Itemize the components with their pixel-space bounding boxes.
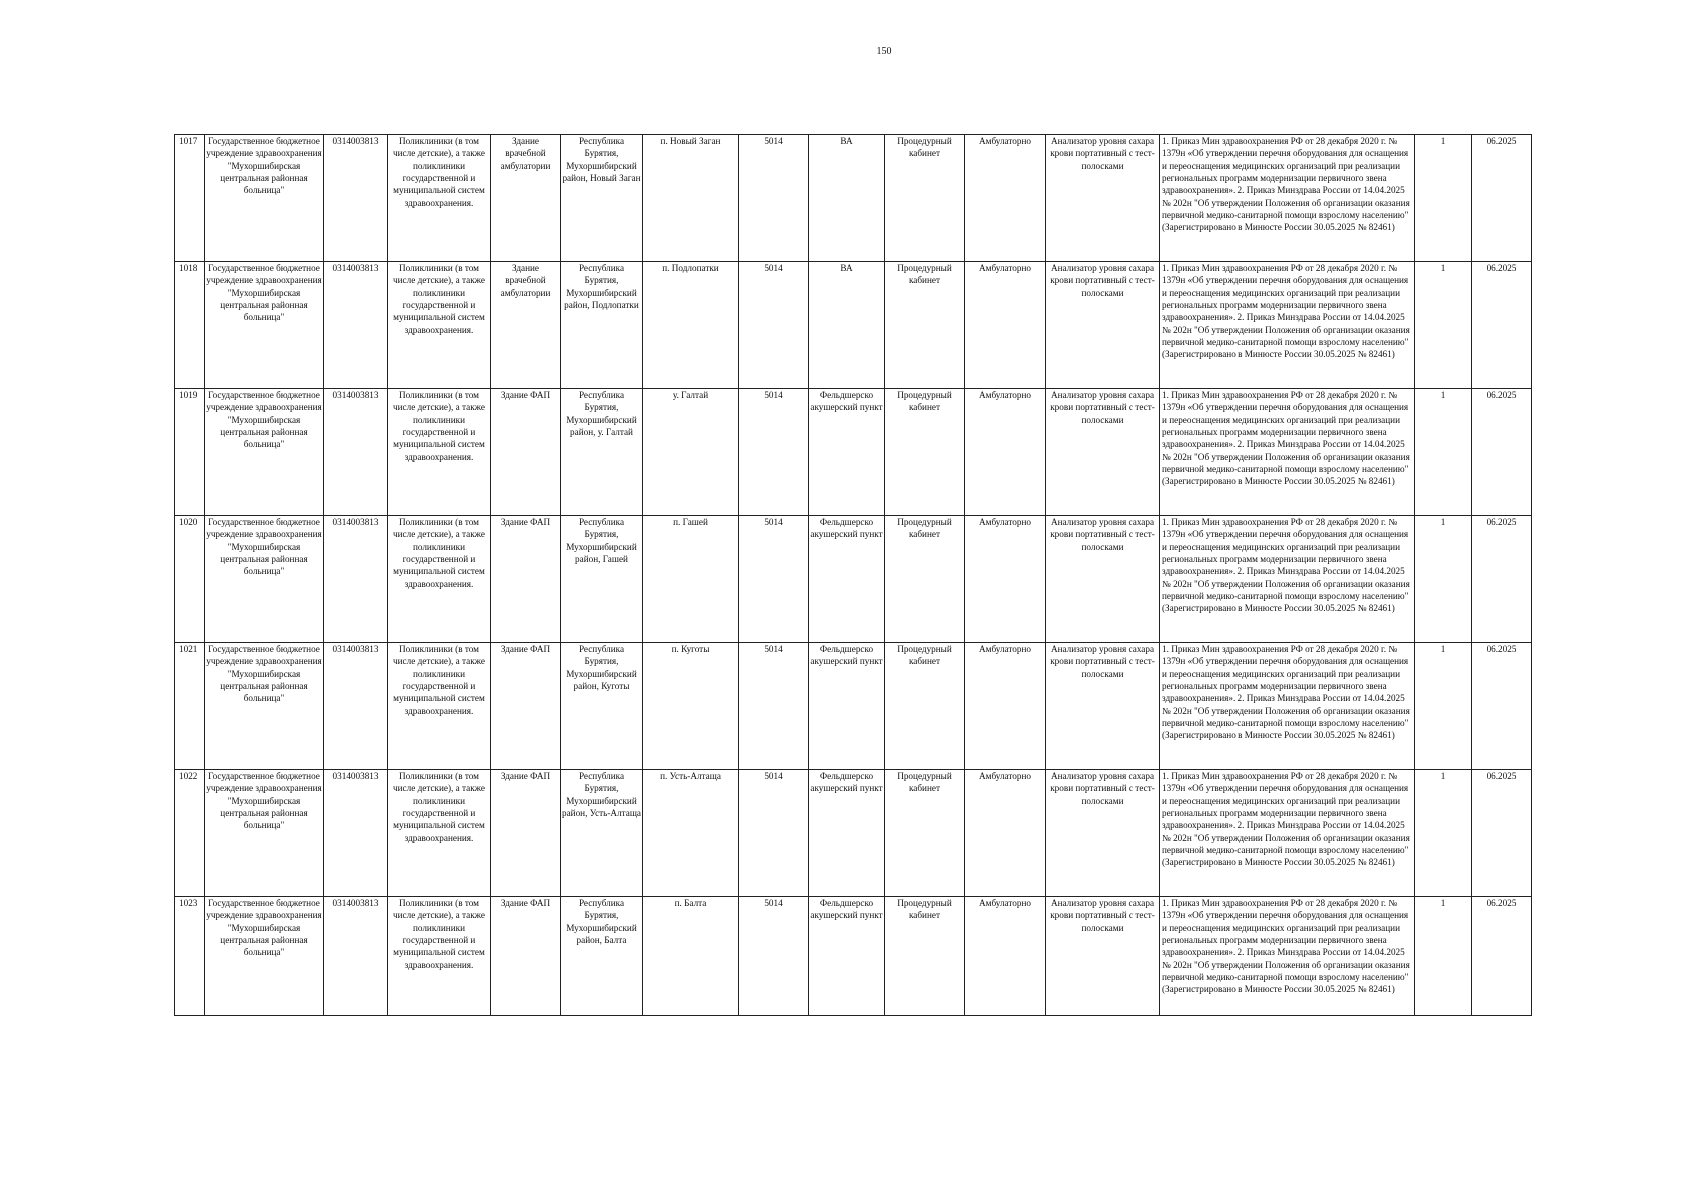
building-cell: Здание ФАП <box>491 643 561 770</box>
address-cell: Республика Бурятия, Мухоршибирский район, Балта <box>561 897 643 1016</box>
room-cell: Процедурный кабинет <box>885 389 965 516</box>
building-cell: Здание ФАП <box>491 897 561 1016</box>
room-cell: Процедурный кабинет <box>885 135 965 262</box>
unit-cell: Фельдшерско акушерский пункт <box>809 516 885 643</box>
date-cell: 06.2025 <box>1472 643 1532 770</box>
locality-cell: п. Новый Заган <box>643 135 739 262</box>
organization-cell: Государственное бюджетное учреждение здравоохранения "Мухоршибирская центральная районная больница" <box>205 770 324 897</box>
equipment-cell: Анализатор уровня сахара крови портативный с тест-полосками <box>1046 643 1160 770</box>
code-cell: 5014 <box>739 135 809 262</box>
equipment-cell: Анализатор уровня сахара крови портативный с тест-полосками <box>1046 389 1160 516</box>
table-row <box>175 135 1532 262</box>
equipment-registry-table <box>174 134 1532 1016</box>
table-row <box>175 262 1532 389</box>
address-cell: Республика Бурятия, Мухоршибирский район, Новый Заган <box>561 135 643 262</box>
room-cell: Процедурный кабинет <box>885 770 965 897</box>
inn-cell: 0314003813 <box>324 643 388 770</box>
care-condition-cell: Амбулаторно <box>965 262 1046 389</box>
legal-basis-cell: 1. Приказ Мин здравоохранения РФ от 28 декабря 2020 г. № 1379н «Об утверждении перечня оборудования для оснащения и переоснащения медицинских организаций при реализации региональных программ модернизации первичного звена здравоохранения». 2. Приказ Минздрава России от 14.04.2025 № 202н "Об утверждении Положения об организации оказания первичной медико-санитарной помощи взрослому населению" (Зарегистрировано в Минюсте России 30.05.2025 № 82461) <box>1160 770 1415 897</box>
quantity-cell: 1 <box>1415 643 1472 770</box>
institution-type-cell: Поликлиники (в том числе детские), а также поликлиники государственной и муниципальной систем здравоохранения. <box>388 770 491 897</box>
table-row <box>175 897 1532 1016</box>
room-cell: Процедурный кабинет <box>885 516 965 643</box>
care-condition-cell: Амбулаторно <box>965 897 1046 1016</box>
institution-type-cell: Поликлиники (в том числе детские), а также поликлиники государственной и муниципальной систем здравоохранения. <box>388 135 491 262</box>
institution-type-cell: Поликлиники (в том числе детские), а также поликлиники государственной и муниципальной систем здравоохранения. <box>388 389 491 516</box>
date-cell: 06.2025 <box>1472 897 1532 1016</box>
care-condition-cell: Амбулаторно <box>965 135 1046 262</box>
inn-cell: 0314003813 <box>324 389 388 516</box>
institution-type-cell: Поликлиники (в том числе детские), а также поликлиники государственной и муниципальной систем здравоохранения. <box>388 262 491 389</box>
row-number-cell: 1021 <box>175 643 205 770</box>
inn-cell: 0314003813 <box>324 135 388 262</box>
legal-basis-cell: 1. Приказ Мин здравоохранения РФ от 28 декабря 2020 г. № 1379н «Об утверждении перечня оборудования для оснащения и переоснащения медицинских организаций при реализации региональных программ модернизации первичного звена здравоохранения». 2. Приказ Минздрава России от 14.04.2025 № 202н "Об утверждении Положения об организации оказания первичной медико-санитарной помощи взрослому населению" (Зарегистрировано в Минюсте России 30.05.2025 № 82461) <box>1160 135 1415 262</box>
unit-cell: Фельдшерско акушерский пункт <box>809 643 885 770</box>
locality-cell: п. Подлопатки <box>643 262 739 389</box>
inn-cell: 0314003813 <box>324 897 388 1016</box>
building-cell: Здание врачебной амбулатории <box>491 262 561 389</box>
equipment-cell: Анализатор уровня сахара крови портативный с тест-полосками <box>1046 262 1160 389</box>
address-cell: Республика Бурятия, Мухоршибирский район, у. Галтай <box>561 389 643 516</box>
equipment-cell: Анализатор уровня сахара крови портативный с тест-полосками <box>1046 897 1160 1016</box>
locality-cell: п. Гашей <box>643 516 739 643</box>
institution-type-cell: Поликлиники (в том числе детские), а также поликлиники государственной и муниципальной систем здравоохранения. <box>388 897 491 1016</box>
address-cell: Республика Бурятия, Мухоршибирский район, Усть-Алтаща <box>561 770 643 897</box>
inn-cell: 0314003813 <box>324 262 388 389</box>
legal-basis-cell: 1. Приказ Мин здравоохранения РФ от 28 декабря 2020 г. № 1379н «Об утверждении перечня оборудования для оснащения и переоснащения медицинских организаций при реализации региональных программ модернизации первичного звена здравоохранения». 2. Приказ Минздрава России от 14.04.2025 № 202н "Об утверждении Положения об организации оказания первичной медико-санитарной помощи взрослому населению" (Зарегистрировано в Минюсте России 30.05.2025 № 82461) <box>1160 643 1415 770</box>
quantity-cell: 1 <box>1415 516 1472 643</box>
code-cell: 5014 <box>739 897 809 1016</box>
locality-cell: п. Усть-Алтаща <box>643 770 739 897</box>
inn-cell: 0314003813 <box>324 516 388 643</box>
care-condition-cell: Амбулаторно <box>965 770 1046 897</box>
table-row <box>175 516 1532 643</box>
table-row <box>175 643 1532 770</box>
organization-cell: Государственное бюджетное учреждение здравоохранения "Мухоршибирская центральная районная больница" <box>205 643 324 770</box>
table-row <box>175 389 1532 516</box>
organization-cell: Государственное бюджетное учреждение здравоохранения "Мухоршибирская центральная районная больница" <box>205 897 324 1016</box>
date-cell: 06.2025 <box>1472 389 1532 516</box>
quantity-cell: 1 <box>1415 389 1472 516</box>
organization-cell: Государственное бюджетное учреждение здравоохранения "Мухоршибирская центральная районная больница" <box>205 262 324 389</box>
quantity-cell: 1 <box>1415 897 1472 1016</box>
row-number-cell: 1023 <box>175 897 205 1016</box>
building-cell: Здание ФАП <box>491 516 561 643</box>
row-number-cell: 1017 <box>175 135 205 262</box>
room-cell: Процедурный кабинет <box>885 897 965 1016</box>
building-cell: Здание ФАП <box>491 770 561 897</box>
row-number-cell: 1018 <box>175 262 205 389</box>
quantity-cell: 1 <box>1415 135 1472 262</box>
locality-cell: у. Галтай <box>643 389 739 516</box>
code-cell: 5014 <box>739 516 809 643</box>
code-cell: 5014 <box>739 770 809 897</box>
row-number-cell: 1019 <box>175 389 205 516</box>
organization-cell: Государственное бюджетное учреждение здравоохранения "Мухоршибирская центральная районная больница" <box>205 135 324 262</box>
quantity-cell: 1 <box>1415 770 1472 897</box>
care-condition-cell: Амбулаторно <box>965 516 1046 643</box>
equipment-cell: Анализатор уровня сахара крови портативный с тест-полосками <box>1046 516 1160 643</box>
building-cell: Здание ФАП <box>491 389 561 516</box>
date-cell: 06.2025 <box>1472 262 1532 389</box>
address-cell: Республика Бурятия, Мухоршибирский район, Куготы <box>561 643 643 770</box>
registry-body <box>175 135 1532 1016</box>
care-condition-cell: Амбулаторно <box>965 389 1046 516</box>
row-number-cell: 1022 <box>175 770 205 897</box>
address-cell: Республика Бурятия, Мухоршибирский район, Гашей <box>561 516 643 643</box>
care-condition-cell: Амбулаторно <box>965 643 1046 770</box>
legal-basis-cell: 1. Приказ Мин здравоохранения РФ от 28 декабря 2020 г. № 1379н «Об утверждении перечня оборудования для оснащения и переоснащения медицинских организаций при реализации региональных программ модернизации первичного звена здравоохранения». 2. Приказ Минздрава России от 14.04.2025 № 202н "Об утверждении Положения об организации оказания первичной медико-санитарной помощи взрослому населению" (Зарегистрировано в Минюсте России 30.05.2025 № 82461) <box>1160 389 1415 516</box>
table-row <box>175 770 1532 897</box>
locality-cell: п. Куготы <box>643 643 739 770</box>
equipment-cell: Анализатор уровня сахара крови портативный с тест-полосками <box>1046 770 1160 897</box>
quantity-cell: 1 <box>1415 262 1472 389</box>
unit-cell: Фельдшерско акушерский пункт <box>809 897 885 1016</box>
unit-cell: Фельдшерско акушерский пункт <box>809 389 885 516</box>
date-cell: 06.2025 <box>1472 770 1532 897</box>
date-cell: 06.2025 <box>1472 516 1532 643</box>
code-cell: 5014 <box>739 643 809 770</box>
unit-cell: ВА <box>809 262 885 389</box>
organization-cell: Государственное бюджетное учреждение здравоохранения "Мухоршибирская центральная районная больница" <box>205 516 324 643</box>
unit-cell: ВА <box>809 135 885 262</box>
legal-basis-cell: 1. Приказ Мин здравоохранения РФ от 28 декабря 2020 г. № 1379н «Об утверждении перечня оборудования для оснащения и переоснащения медицинских организаций при реализации региональных программ модернизации первичного звена здравоохранения». 2. Приказ Минздрава России от 14.04.2025 № 202н "Об утверждении Положения об организации оказания первичной медико-санитарной помощи взрослому населению" (Зарегистрировано в Минюсте России 30.05.2025 № 82461) <box>1160 262 1415 389</box>
date-cell: 06.2025 <box>1472 135 1532 262</box>
locality-cell: п. Балта <box>643 897 739 1016</box>
legal-basis-cell: 1. Приказ Мин здравоохранения РФ от 28 декабря 2020 г. № 1379н «Об утверждении перечня оборудования для оснащения и переоснащения медицинских организаций при реализации региональных программ модернизации первичного звена здравоохранения». 2. Приказ Минздрава России от 14.04.2025 № 202н "Об утверждении Положения об организации оказания первичной медико-санитарной помощи взрослому населению" (Зарегистрировано в Минюсте России 30.05.2025 № 82461) <box>1160 516 1415 643</box>
room-cell: Процедурный кабинет <box>885 643 965 770</box>
code-cell: 5014 <box>739 262 809 389</box>
row-number-cell: 1020 <box>175 516 205 643</box>
organization-cell: Государственное бюджетное учреждение здравоохранения "Мухоршибирская центральная районная больница" <box>205 389 324 516</box>
unit-cell: Фельдшерско акушерский пункт <box>809 770 885 897</box>
address-cell: Республика Бурятия, Мухоршибирский район, Подлопатки <box>561 262 643 389</box>
room-cell: Процедурный кабинет <box>885 262 965 389</box>
building-cell: Здание врачебной амбулатории <box>491 135 561 262</box>
legal-basis-cell: 1. Приказ Мин здравоохранения РФ от 28 декабря 2020 г. № 1379н «Об утверждении перечня оборудования для оснащения и переоснащения медицинских организаций при реализации региональных программ модернизации первичного звена здравоохранения». 2. Приказ Минздрава России от 14.04.2025 № 202н "Об утверждении Положения об организации оказания первичной медико-санитарной помощи взрослому населению" (Зарегистрировано в Минюсте России 30.05.2025 № 82461) <box>1160 897 1415 1016</box>
code-cell: 5014 <box>739 389 809 516</box>
page-number: 150 <box>876 46 892 57</box>
institution-type-cell: Поликлиники (в том числе детские), а также поликлиники государственной и муниципальной систем здравоохранения. <box>388 643 491 770</box>
inn-cell: 0314003813 <box>324 770 388 897</box>
institution-type-cell: Поликлиники (в том числе детские), а также поликлиники государственной и муниципальной систем здравоохранения. <box>388 516 491 643</box>
equipment-cell: Анализатор уровня сахара крови портативный с тест-полосками <box>1046 135 1160 262</box>
